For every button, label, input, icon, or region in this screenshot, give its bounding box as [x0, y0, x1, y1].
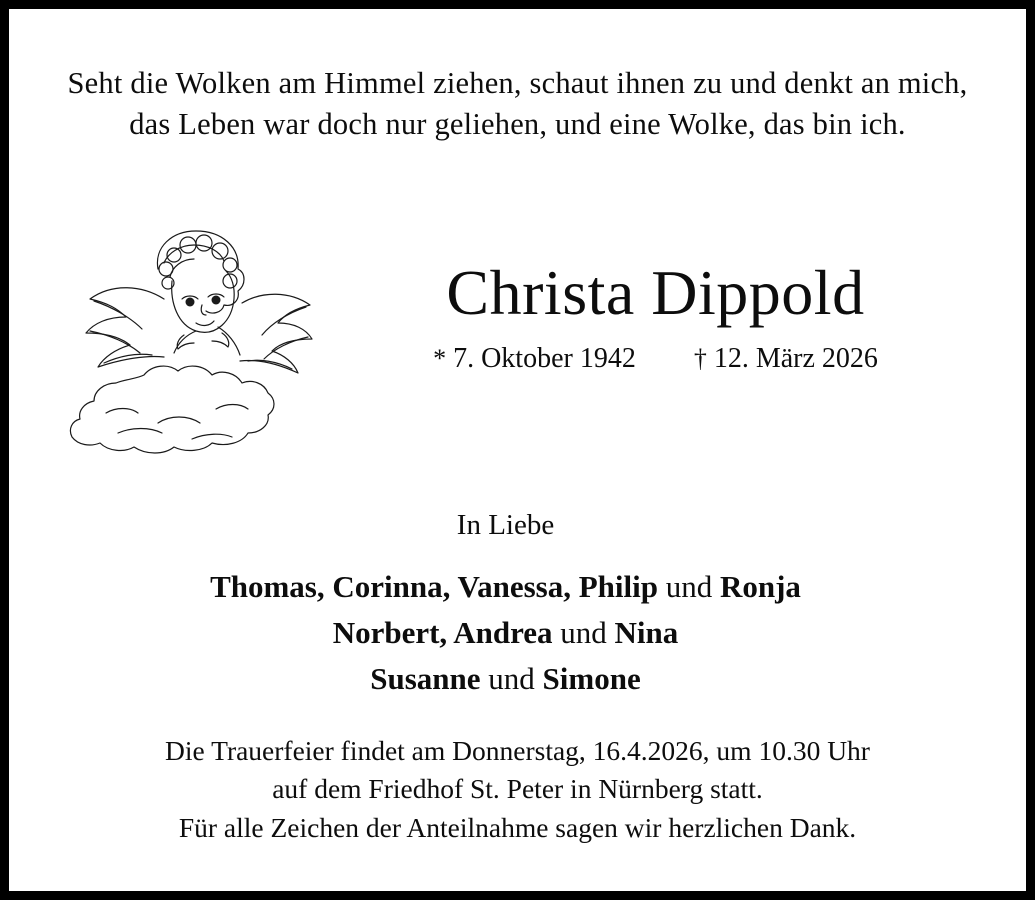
family-names-secondary: Ronja: [719, 569, 801, 605]
family-line: [31, 610, 980, 656]
layout-spacer: [31, 702, 1004, 732]
family-conjunction: und: [657, 569, 720, 605]
service-details-line-2: auf dem Friedhof St. Peter in Nürnberg statt.: [272, 773, 763, 804]
family-line: [31, 656, 980, 702]
family-names-primary: Susanne: [370, 661, 481, 697]
life-dates: [331, 343, 980, 375]
birth-symbol: *: [433, 343, 447, 373]
family-conjunction: und: [480, 661, 543, 697]
family-names-secondary: Simone: [542, 661, 641, 697]
death-date-group: [694, 343, 878, 375]
name-and-illustration-block: [31, 201, 1004, 457]
illustration-container: [31, 201, 331, 457]
death-date: 12. März 2026: [713, 342, 878, 374]
service-details-line-1: Die Trauerfeier findet am Donnerstag, 16.4.2026, um 10.30 Uhr: [165, 734, 870, 766]
family-conjunction: und: [552, 615, 615, 651]
family-names-secondary: Nina: [614, 615, 679, 651]
birth-date-group: [433, 343, 636, 375]
tribute-block: [31, 509, 1004, 702]
death-symbol: †: [693, 343, 707, 373]
family-names: [31, 564, 980, 702]
birth-date: 7. Oktober 1942: [453, 342, 636, 374]
person-block: [331, 201, 1004, 374]
family-names-primary: Thomas, Corinna, Vanessa, Philip: [210, 569, 658, 605]
deceased-name: Christa Dippold: [446, 257, 865, 329]
family-names-primary: Norbert, Andrea: [332, 615, 553, 651]
family-line: [31, 564, 980, 610]
poem-line-1: Seht die Wolken am Himmel ziehen, schaut ihnen zu und denkt an mich,: [67, 66, 968, 100]
angel-on-cloud-icon: [46, 207, 316, 457]
service-details: [31, 732, 1004, 878]
poem-line-2: das Leben war doch nur geliehen, und eine Wolke, das bin ich.: [129, 107, 906, 142]
poem-verse: [31, 63, 1004, 145]
service-details-line-3: Für alle Zeichen der Anteilnahme sagen wir herzlichen Dank.: [178, 811, 857, 843]
tribute-intro: In Liebe: [456, 509, 555, 542]
